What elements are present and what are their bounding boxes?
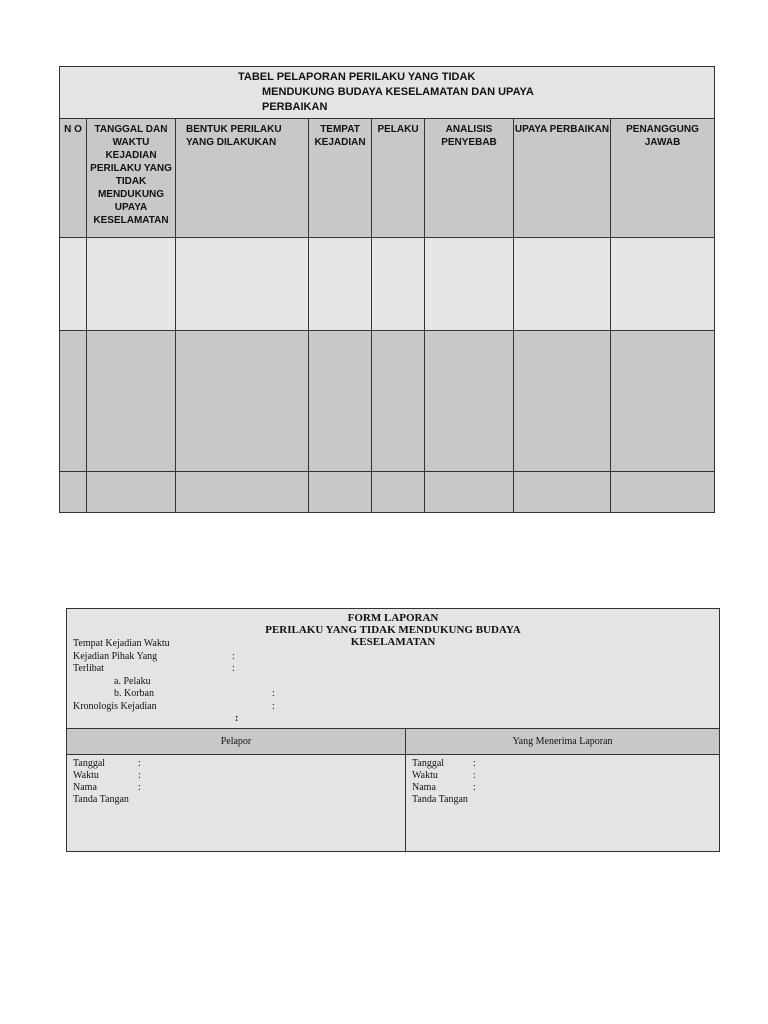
table-cell[interactable] xyxy=(309,472,372,513)
field-pelaku-label: a. Pelaku xyxy=(114,676,151,687)
table-row xyxy=(60,472,715,513)
col-header-pelaku: PELAKU xyxy=(372,119,425,238)
field-tempat-label: Tempat Kejadian Waktu xyxy=(73,638,170,649)
table-cell[interactable] xyxy=(425,472,514,513)
col-header-tempat: TEMPAT KEJADIAN xyxy=(309,119,372,238)
table-cell[interactable] xyxy=(372,238,425,331)
field-kronologis-colon: : xyxy=(272,701,275,712)
pelapor-tanggal-colon: : xyxy=(138,758,141,769)
table-cell[interactable] xyxy=(176,331,309,472)
pelapor-section xyxy=(67,755,406,851)
form-title-line-2: PERILAKU YANG TIDAK MENDUKUNG BUDAYA xyxy=(265,624,521,636)
pelapor-waktu-label: Waktu xyxy=(73,770,99,781)
table-cell[interactable] xyxy=(425,331,514,472)
table-title-line-1: TABEL PELAPORAN PERILAKU YANG TIDAK xyxy=(238,71,476,83)
pelapor-nama-colon: : xyxy=(138,782,141,793)
table-title-line-2: MENDUKUNG BUDAYA KESELAMATAN DAN UPAYA xyxy=(262,86,534,98)
penerima-nama-label: Nama xyxy=(412,782,436,793)
table-cell[interactable] xyxy=(611,238,715,331)
table-title xyxy=(60,67,715,119)
penerima-tanda-tangan-label: Tanda Tangan xyxy=(412,794,468,805)
col-header-no: N O xyxy=(60,119,87,238)
table-cell[interactable] xyxy=(514,472,611,513)
penerima-tanggal-label: Tanggal xyxy=(412,758,445,769)
pelapor-tanggal-label: Tanggal xyxy=(73,758,106,769)
table-cell[interactable] xyxy=(60,238,87,331)
penerima-tanggal-colon: : xyxy=(473,758,476,769)
penerima-nama-colon: : xyxy=(473,782,476,793)
col-header-bentuk: BENTUK PERILAKU YANG DILAKUKAN xyxy=(176,119,309,238)
pelapor-nama-label: Nama xyxy=(73,782,97,793)
field-kejadian-pihak-colon: : xyxy=(232,651,235,662)
table-cell[interactable] xyxy=(611,472,715,513)
col-header-tanggal: TANGGAL DAN WAKTU KEJADIAN PERILAKU YANG TIDAK MENDUKUNG UPAYA KESELAMATAN xyxy=(87,119,176,238)
penerima-waktu-colon: : xyxy=(473,770,476,781)
pelapor-waktu-colon: : xyxy=(138,770,141,781)
table-cell[interactable] xyxy=(176,238,309,331)
penerima-waktu-label: Waktu xyxy=(412,770,438,781)
pelapor-header: Pelapor xyxy=(67,729,406,754)
penerima-section xyxy=(406,755,719,851)
field-korban-label: b. Korban xyxy=(114,688,154,699)
field-kronologis-label: Kronologis Kejadian xyxy=(73,701,157,712)
table-cell[interactable] xyxy=(60,331,87,472)
table-cell[interactable] xyxy=(372,472,425,513)
field-extra-colon: : xyxy=(235,713,239,724)
table-cell[interactable] xyxy=(176,472,309,513)
table-cell[interactable] xyxy=(514,331,611,472)
field-kejadian-pihak-label: Kejadian Pihak Yang xyxy=(73,651,158,662)
table-title-line-3: PERBAIKAN xyxy=(262,101,328,113)
table-cell[interactable] xyxy=(309,331,372,472)
penerima-header: Yang Menerima Laporan xyxy=(512,736,613,747)
signature-header-row xyxy=(67,729,719,755)
table-cell[interactable] xyxy=(611,331,715,472)
table-cell[interactable] xyxy=(514,238,611,331)
table-cell[interactable] xyxy=(372,331,425,472)
form-title-line-1: FORM LAPORAN xyxy=(347,612,439,624)
table-cell[interactable] xyxy=(60,472,87,513)
col-header-analisis: ANALISIS PENYEBAB xyxy=(425,119,514,238)
table-cell[interactable] xyxy=(87,331,176,472)
table-row xyxy=(60,331,715,472)
field-korban-colon: : xyxy=(272,688,275,699)
table-cell[interactable] xyxy=(309,238,372,331)
table-cell[interactable] xyxy=(87,472,176,513)
form-title-line-3: KESELAMATAN xyxy=(350,636,436,648)
report-form xyxy=(66,608,720,852)
behavior-report-table xyxy=(59,66,715,513)
pelapor-tanda-tangan-label: Tanda Tangan xyxy=(73,794,129,805)
form-header-section xyxy=(67,609,719,729)
col-header-upaya: UPAYA PERBAIKAN xyxy=(514,119,611,238)
table-row xyxy=(60,238,715,331)
table-cell[interactable] xyxy=(425,238,514,331)
table-cell[interactable] xyxy=(87,238,176,331)
field-terlibat-colon: : xyxy=(232,663,235,674)
field-terlibat-label: Terlibat xyxy=(73,663,104,674)
signature-body-row xyxy=(67,755,719,851)
col-header-penanggung: PENANGGUNG JAWAB xyxy=(611,119,715,238)
